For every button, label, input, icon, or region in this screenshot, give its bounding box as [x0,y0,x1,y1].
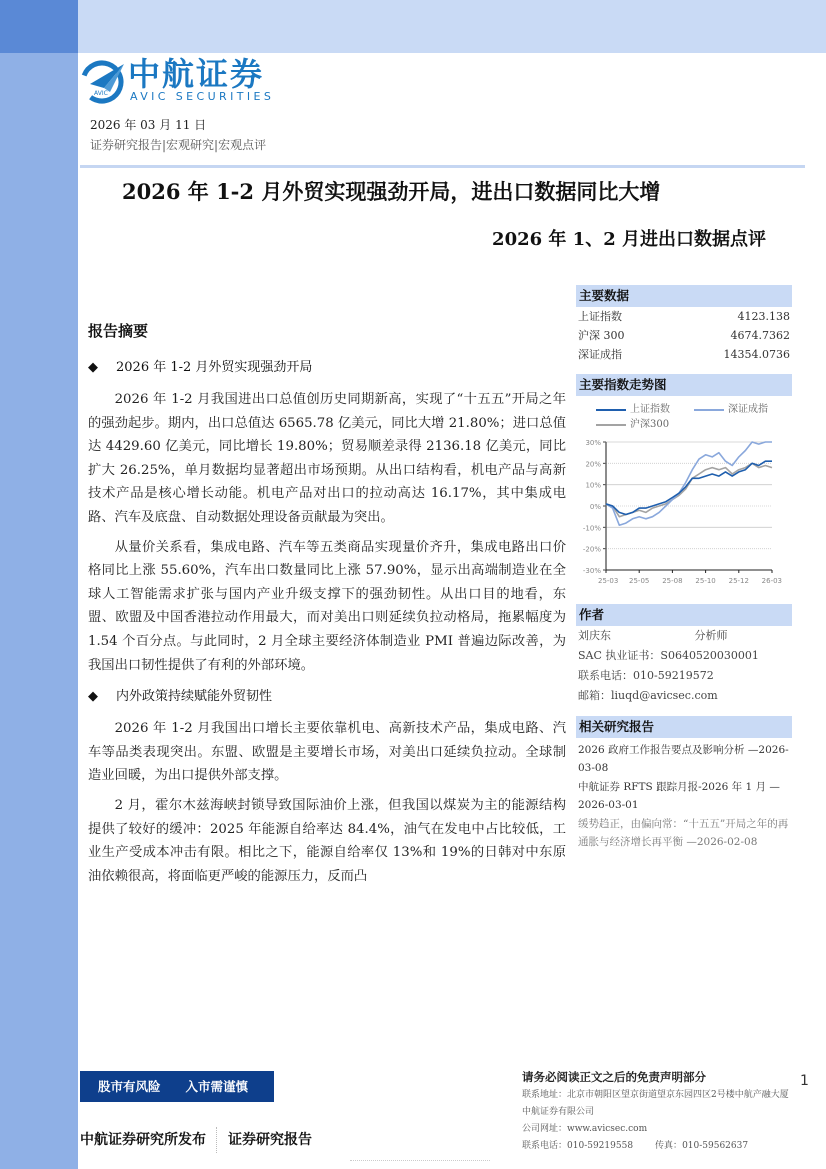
section-heading [88,358,566,378]
address-row [522,1087,790,1121]
related-report-item[interactable]: 2026 政府工作报告要点及影响分析 —2026-03-08 [578,744,789,774]
page-number: 1 [800,1073,809,1089]
y-tick-label: 0% [589,503,601,511]
x-tick-label: 26-03 [761,577,782,585]
key-data-heading: 主要数据 [576,285,792,307]
page-title: 2026 年 1-2 月外贸实现强劲开局，进出口数据同比大增 [122,179,661,204]
footer-publisher [80,1127,312,1153]
section-heading-text: 2026 年 1-2 月外贸实现强劲开局 [116,360,313,375]
legend-label: 深证成指 [728,403,768,415]
x-tick-label: 25-03 [598,577,619,585]
legend-item [694,402,792,417]
author-name: 刘庆东 [578,629,611,642]
paragraph: 2 月，霍尔木兹海峡封锁导致国际油价上涨，但我国以煤炭为主的能源结构提供了较好的缓冲：2025 年能源自给率达 84.4%，油气在发电中占比较低，工业生产受成本冲击有限。相比之下，能源自给率仅 13%和 19%的日韩对中东原油依赖很高，将面临更严峻的能源压力，反而凸 [88,797,566,884]
logo-english: AVIC SECURITIES [130,90,275,103]
related-reports-panel [576,716,792,851]
fax-value: 010-59562637 [682,1141,749,1151]
related-report-item[interactable]: 中航证券 RFTS 跟踪月报-2026 年 1 月 —2026-03-01 [578,781,780,811]
title-divider [80,165,805,168]
author-sac-row [576,646,792,666]
left-stripe [0,0,78,1169]
website-row [522,1121,790,1138]
phone-value: 010-59219572 [633,669,714,682]
author-email-row [576,686,792,706]
author-phone-row [576,666,792,686]
legend-swatch [596,409,626,411]
sac-label: SAC 执业证书： [578,649,661,662]
related-list [576,741,792,851]
x-tick-label: 25-10 [695,577,716,585]
avic-logo [80,56,280,104]
index-chart-panel [576,374,792,594]
footer-dotted-rule [350,1160,490,1161]
legend-item [596,417,694,432]
sidebar-column [576,285,792,1055]
related-heading: 相关研究报告 [576,716,792,738]
top-band [0,0,826,53]
key-data-label: 深证成指 [578,348,622,361]
author-role: 分析师 [694,629,728,642]
legend-swatch [694,409,724,411]
key-data-label: 上证指数 [578,310,622,323]
series-line-1 [606,461,772,514]
x-tick-label: 25-05 [629,577,650,585]
series-line-3 [606,463,772,516]
legend-label: 沪深300 [630,418,670,430]
y-tick-label: -10% [582,524,601,533]
key-data-row [576,345,792,364]
paragraph: 从量价关系看，集成电路、汽车等五类商品实现量价齐升，集成电路出口价格同比上涨 55.60%，汽车出口数量同比上涨 57.90%，显示出高端制造业在全球人工智能需求扩张与国内产业升级支撑下的强劲韧性。从出口目的地看，东盟、欧盟及中国香港拉动作用最大，而对美出口则延续负拉动格局，拖累幅度为 1.54 个百分点。与此同时，2 月全球主要经济体制造业 PMI 普遍边际改善，为我国出口韧性提供了有利的外部环境。 [88,539,566,673]
key-data-value: 14354.0736 [723,348,790,361]
email-label: 邮箱： [578,689,611,702]
phone-label: 联系电话： [522,1141,568,1151]
legend-item [596,402,694,417]
page-subtitle: 2026 年 1、2 月进出口数据点评 [492,229,766,250]
x-tick-label: 25-12 [728,577,749,585]
y-tick-label: 30% [585,439,601,447]
website-label: 公司网址： [522,1124,568,1134]
x-tick-label: 25-08 [662,577,683,585]
footer-contact [522,1068,790,1155]
key-data-panel [576,285,792,364]
diamond-bullet-icon: ◆ [88,360,98,375]
y-tick-label: -30% [582,567,601,575]
diamond-bullet-icon: ◆ [88,689,98,705]
legend-swatch [596,424,626,426]
y-tick-label: 10% [585,481,601,490]
risk-warning-banner: 股市有风险 入市需谨慎 [80,1071,274,1102]
key-data-row [576,326,792,345]
section-heading [88,687,566,707]
phone-label: 联系电话： [578,669,633,682]
legend-label: 上证指数 [630,403,670,415]
report-type: 证券研究报告 [228,1132,312,1148]
author-panel [576,604,792,706]
sac-value: S0640520030001 [660,649,759,662]
email-link[interactable]: liuqd@avicsec.com [611,689,718,702]
top-corner-block [0,0,78,53]
chart-legend [576,402,792,432]
paragraph: 2026 年 1-2 月我国出口增长主要依靠机电、高新技术产品，集成电路、汽车等品类表现突出。东盟、欧盟是主要增长市场，对美出口延续负拉动。全球制造业回暖，为出口提供外部支撑。 [88,721,566,784]
phone-value: 010-59219558 [567,1141,634,1151]
summary-heading: 报告摘要 [88,322,149,340]
avic-plane-logo-icon [80,58,126,104]
section-body [88,717,566,888]
index-trend-chart [576,434,792,594]
address-label: 联系地址： [522,1090,568,1100]
summary-column [88,320,566,1055]
website-link[interactable]: www.avicsec.com [567,1124,648,1134]
address-value: 北京市朝阳区望京街道望京东园四区2号楼中航产融大厦中航证券有限公司 [522,1090,789,1117]
logo-chinese: 中航证券 [128,55,265,93]
author-name-row [576,626,792,646]
y-tick-label: -20% [582,545,601,554]
report-category: 证券研究报告|宏观研究|宏观点评 [90,138,267,152]
section-body [88,388,566,677]
disclaimer-notice: 请务必阅读正文之后的免责声明部分 [522,1070,706,1084]
footer-separator [216,1127,218,1153]
section-heading-text: 内外政策持续赋能外贸韧性 [116,689,273,705]
paragraph: 2026 年 1-2 月我国进出口总值创历史同期新高，实现了“十五五”开局之年的强劲起步。期内，出口总值达 6565.78 亿美元，同比大增 21.80%；进口总值达 4429.60 亿美元，同比增长 19.80%；贸易顺差录得 2136.18 亿美元，同比扩大 26.25%，单月数据均显著超出市场预期。从出口结构看，机电产品与高新技术产品是核心增长动能。机电产品对出口的拉动高达 16.17%，其中集成电路、汽车及底盘、自动数据处理设备贡献最为突出。 [88,392,566,525]
key-data-row [576,307,792,326]
logo-badge-text: AVIC [94,90,108,97]
related-report-item[interactable]: 缓势趋正，由偏向常：“十五五”开局之年的再通胀与经济增长再平衡 —2026-02-08 [578,818,789,848]
key-data-value: 4123.138 [737,310,790,323]
publisher-name: 中航证券研究所发布 [80,1132,206,1148]
report-date: 2026 年 03 月 11 日 [90,118,207,132]
y-tick-label: 20% [585,460,601,469]
fax-label: 传真： [655,1141,683,1151]
key-data-value: 4674.7362 [730,329,790,342]
chart-heading: 主要指数走势图 [576,374,792,396]
key-data-label: 沪深 300 [578,329,625,342]
phone-row [522,1138,790,1155]
author-heading: 作者 [576,604,792,626]
